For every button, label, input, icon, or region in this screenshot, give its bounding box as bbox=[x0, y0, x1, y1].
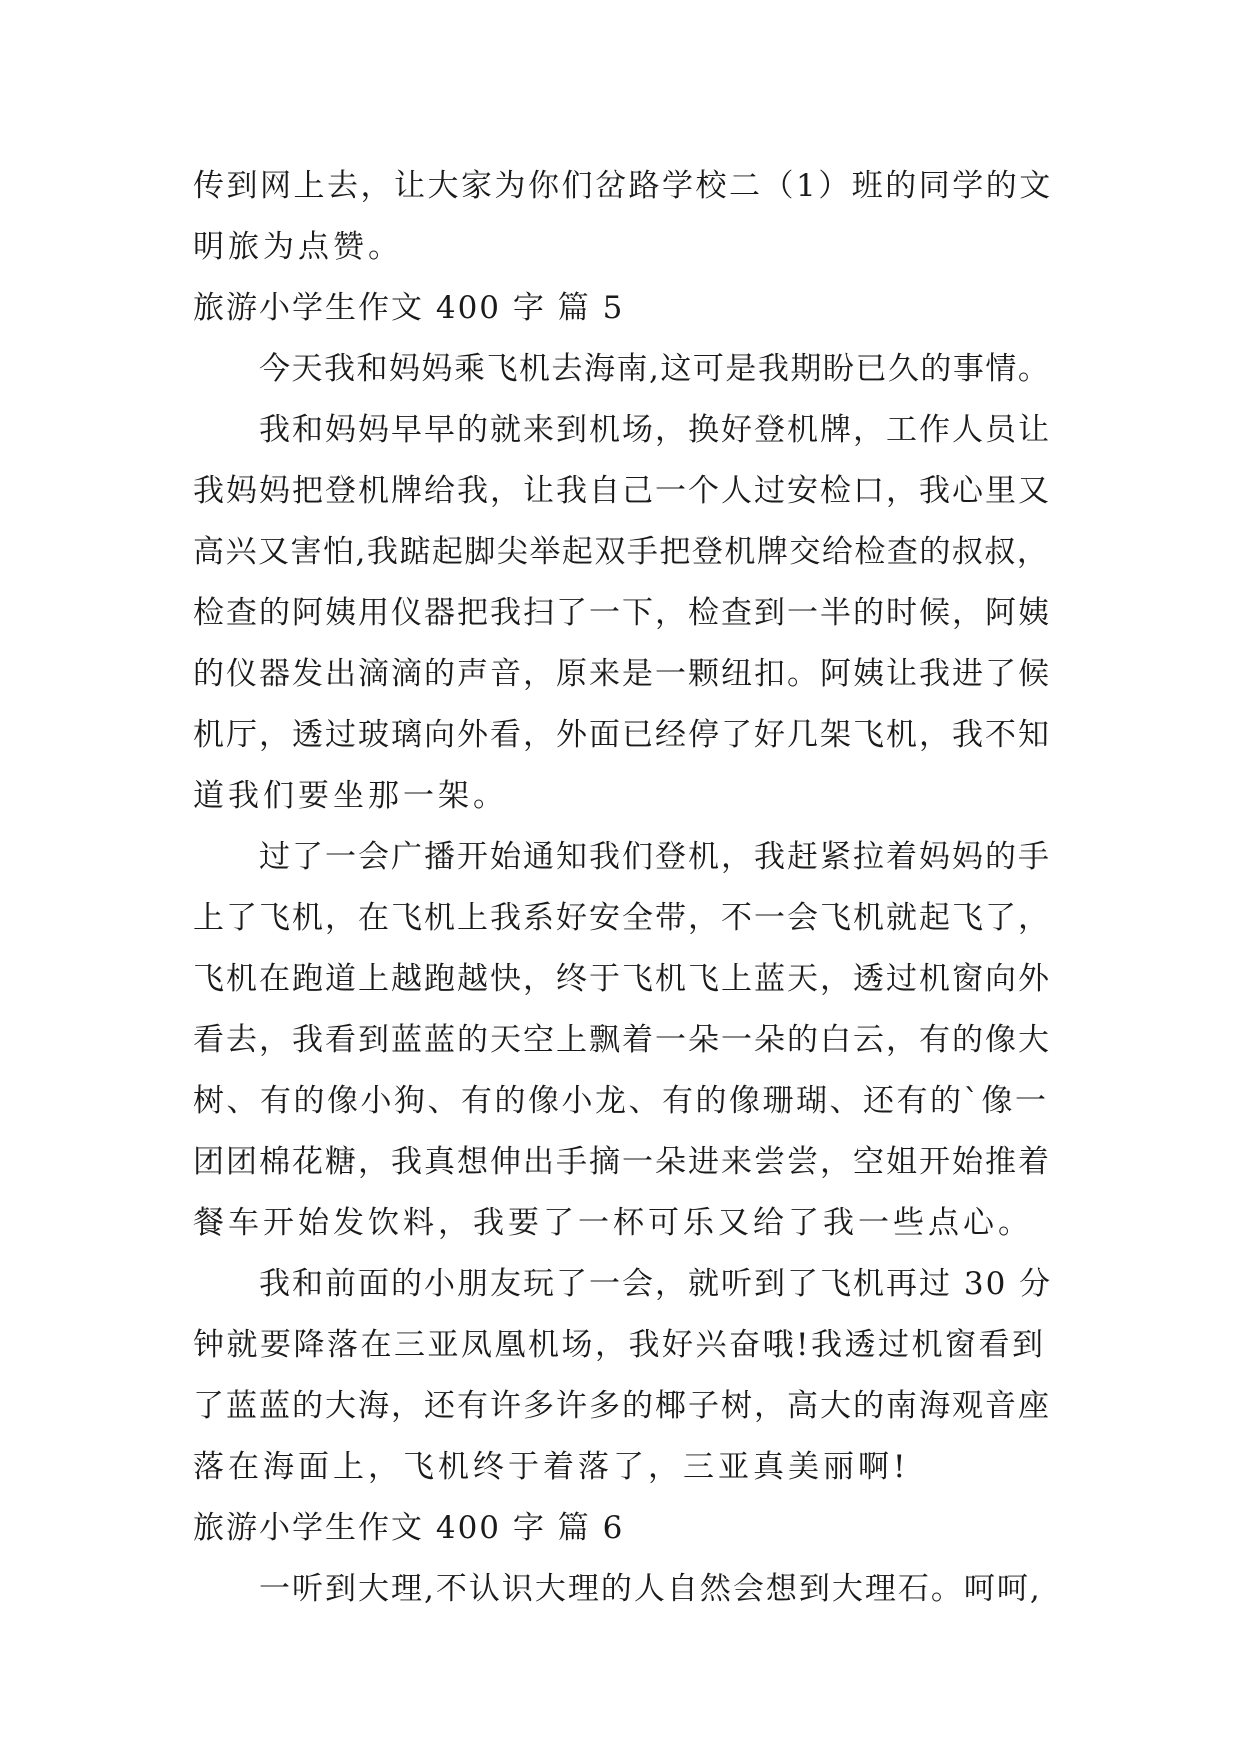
text-line: 的仪器发出滴滴的声音，原来是一颗纽扣。阿姨让我进了候 bbox=[193, 656, 1051, 692]
text-line: 机厅，透过玻璃向外看，外面已经停了好几架飞机，我不知 bbox=[193, 717, 1051, 753]
text-line: 明旅为点赞。 bbox=[193, 229, 403, 265]
text-line: 道我们要坐那一架。 bbox=[193, 778, 508, 814]
text-line: 上了飞机，在飞机上我系好安全带，不一会飞机就起飞了， bbox=[193, 900, 1051, 936]
text-line: 传到网上去，让大家为你们岔路学校二（1）班的同学的文 bbox=[193, 168, 1053, 204]
paragraph-first-line: 我和妈妈早早的就来到机场，换好登机牌，工作人员让 bbox=[259, 412, 1051, 448]
text-line: 检查的阿姨用仪器把我扫了一下，检查到一半的时候，阿姨 bbox=[193, 595, 1051, 631]
text-line: 看去，我看到蓝蓝的天空上飘着一朵一朵的白云，有的像大 bbox=[193, 1022, 1051, 1058]
paragraph-first-line: 我和前面的小朋友玩了一会，就听到了飞机再过 30 分 bbox=[259, 1266, 1053, 1302]
section-heading: 旅游小学生作文 400 字 篇 5 bbox=[193, 290, 625, 326]
text-line: 我妈妈把登机牌给我，让我自己一个人过安检口，我心里又 bbox=[193, 473, 1051, 509]
paragraph-first-line: 今天我和妈妈乘飞机去海南,这可是我期盼已久的事情。 bbox=[259, 351, 1051, 387]
text-line: 落在海面上，飞机终于着落了，三亚真美丽啊! bbox=[193, 1449, 910, 1485]
text-line: 钟就要降落在三亚凤凰机场，我好兴奋哦!我透过机窗看到 bbox=[193, 1327, 1046, 1363]
text-line: 高兴又害怕,我踮起脚尖举起双手把登机牌交给检查的叔叔， bbox=[193, 534, 1050, 570]
text-line: 团团棉花糖，我真想伸出手摘一朵进来尝尝，空姐开始推着 bbox=[193, 1144, 1051, 1180]
text-line: 树、有的像小狗、有的像小龙、有的像珊瑚、还有的`像一 bbox=[193, 1083, 1049, 1119]
paragraph-first-line: 一听到大理,不认识大理的人自然会想到大理石。呵呵, bbox=[259, 1571, 1042, 1607]
document-body bbox=[193, 156, 1053, 1620]
text-line: 飞机在跑道上越跑越快，终于飞机飞上蓝天，透过机窗向外 bbox=[193, 961, 1051, 997]
text-line: 餐车开始发饮料，我要了一杯可乐又给了我一些点心。 bbox=[193, 1205, 1033, 1241]
section-heading: 旅游小学生作文 400 字 篇 6 bbox=[193, 1510, 625, 1546]
paragraph-first-line: 过了一会广播开始通知我们登机，我赶紧拉着妈妈的手 bbox=[259, 839, 1051, 875]
text-line: 了蓝蓝的大海，还有许多许多的椰子树，高大的南海观音座 bbox=[193, 1388, 1051, 1424]
